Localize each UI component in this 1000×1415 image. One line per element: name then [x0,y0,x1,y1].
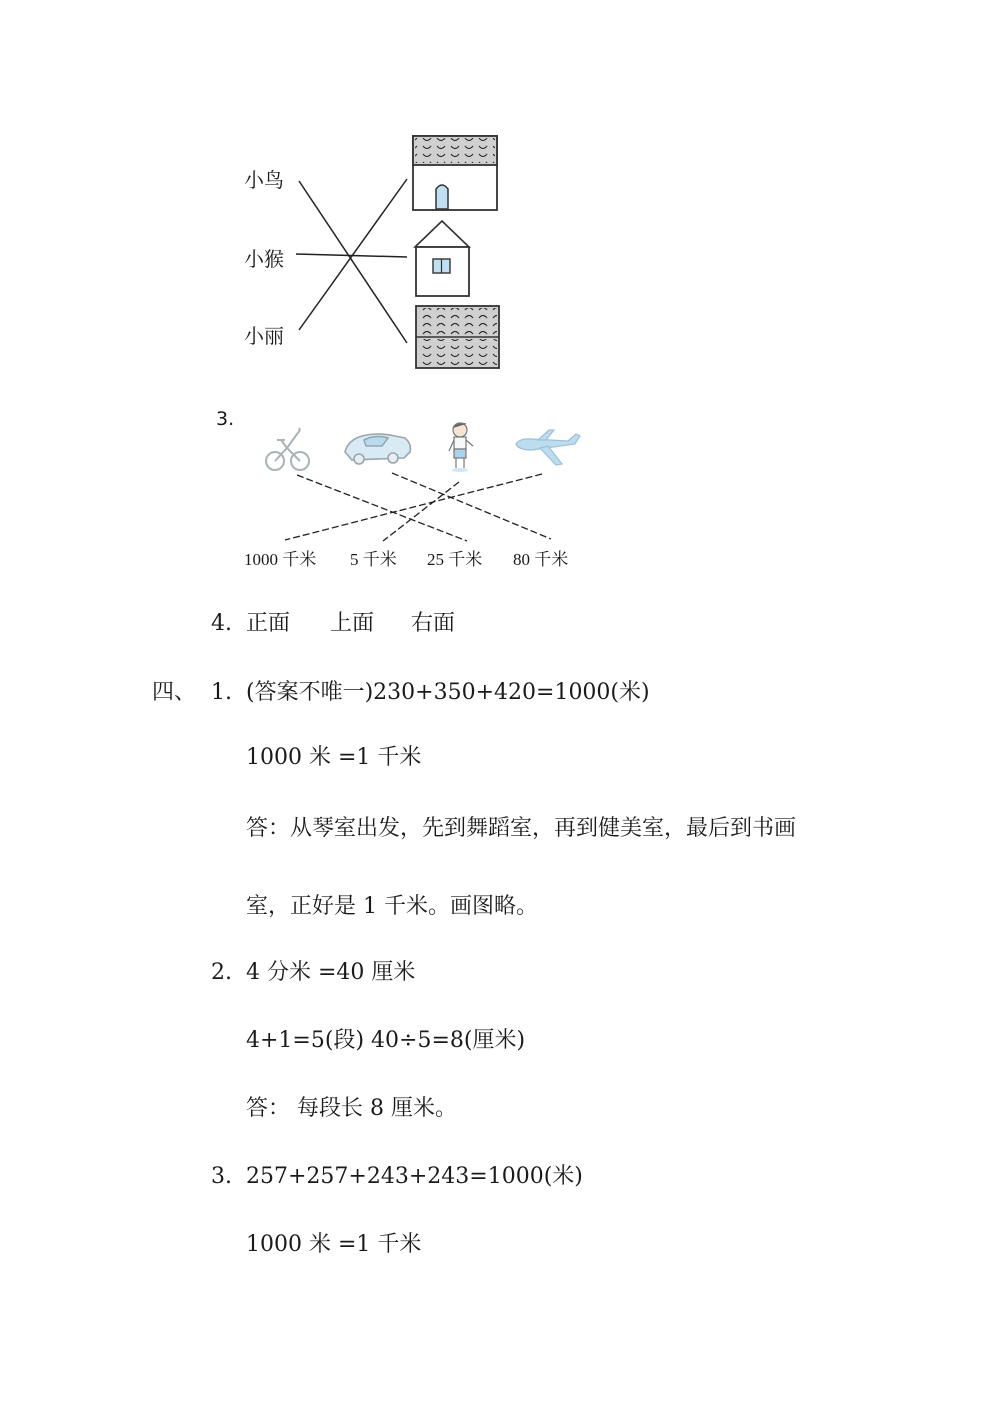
q1-answer-line-2: 室，正好是 1 千米。画图略。 [246,894,538,919]
q3-line-1: 257+257+243+243=1000(米) [246,1164,583,1189]
question-4-number: 4. [211,611,232,636]
label-xiaoli: 小丽 [244,324,284,348]
label-monkey: 小猴 [244,247,284,271]
answer-front: 正面 [246,611,291,636]
q3-number: 3. [211,1164,232,1189]
question-3-number: 3. [216,408,235,430]
q2-number: 2. [211,960,232,985]
q1-line-1: (答案不唯一)230+350+420=1000(米) [246,680,650,705]
q1-line-2: 1000 米 =1 千米 [246,745,422,770]
distance-80km: 80 千米 [513,550,569,569]
q2-answer: 答： 每段长 8 厘米。 [246,1096,457,1121]
q3-line-2: 1000 米 =1 千米 [246,1232,422,1257]
bicycle-icon [266,428,309,470]
car-icon [345,434,410,464]
q1-number: 1. [211,680,232,705]
distance-1000km: 1000 千米 [244,550,317,569]
q1-answer-line-1: 答：从琴室出发，先到舞蹈室，再到健美室，最后到书画 [246,816,797,841]
airplane-icon [516,430,580,465]
answer-top: 上面 [330,611,375,636]
answer-right: 右面 [411,611,456,636]
q2-line-1: 4 分米 =40 厘米 [246,960,416,985]
section-4-label: 四、 [152,680,197,705]
child-icon [449,423,473,472]
q2-line-2: 4+1=5(段) 40÷5=8(厘米) [246,1028,526,1053]
distance-5km: 5 千米 [350,550,397,569]
distance-25km: 25 千米 [427,550,483,569]
label-bird: 小鸟 [244,168,284,192]
transport-figure [0,0,1000,600]
